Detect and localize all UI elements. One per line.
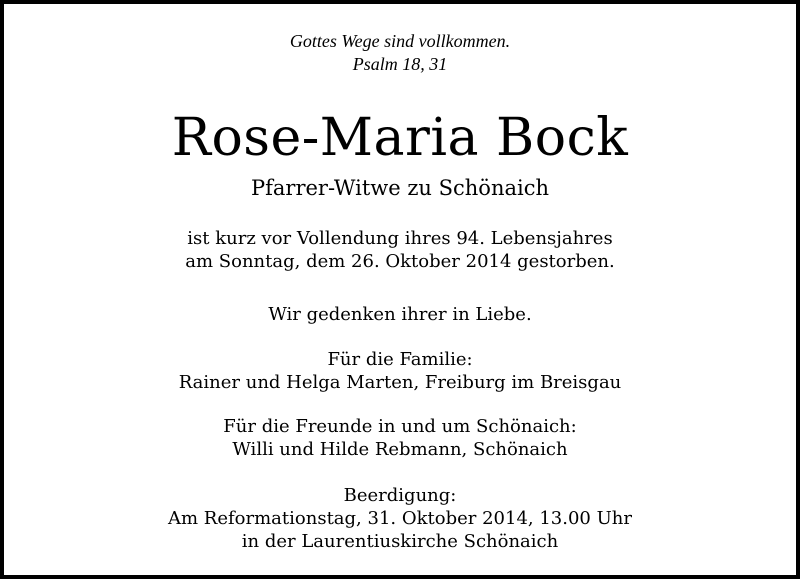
motto-reference: Psalm 18, 31 <box>352 54 448 74</box>
deceased-name: Rose-Maria Bock <box>171 108 629 168</box>
funeral-date: Am Reformationstag, 31. Oktober 2014, 13.00 Uhr <box>168 508 632 529</box>
announcement-line-1: ist kurz vor Vollendung ihres 94. Lebensjahres <box>187 228 613 249</box>
funeral-heading: Beerdigung: <box>343 485 457 506</box>
family-names: Rainer und Helga Marten, Freiburg im Breisgau <box>178 372 622 393</box>
friends-heading: Für die Freunde in und um Schönaich: <box>223 416 577 437</box>
motto-quote: Gottes Wege sind vollkommen. <box>289 31 511 51</box>
announcement-line-2: am Sonntag, dem 26. Oktober 2014 gestorben. <box>185 251 615 272</box>
family-heading: Für die Familie: <box>327 349 473 370</box>
friends-names: Willi und Hilde Rebmann, Schönaich <box>232 439 568 460</box>
remembrance-line: Wir gedenken ihrer in Liebe. <box>268 304 532 325</box>
funeral-location: in der Laurentiuskirche Schönaich <box>241 531 559 552</box>
deceased-title: Pfarrer-Witwe zu Schönaich <box>251 176 549 200</box>
